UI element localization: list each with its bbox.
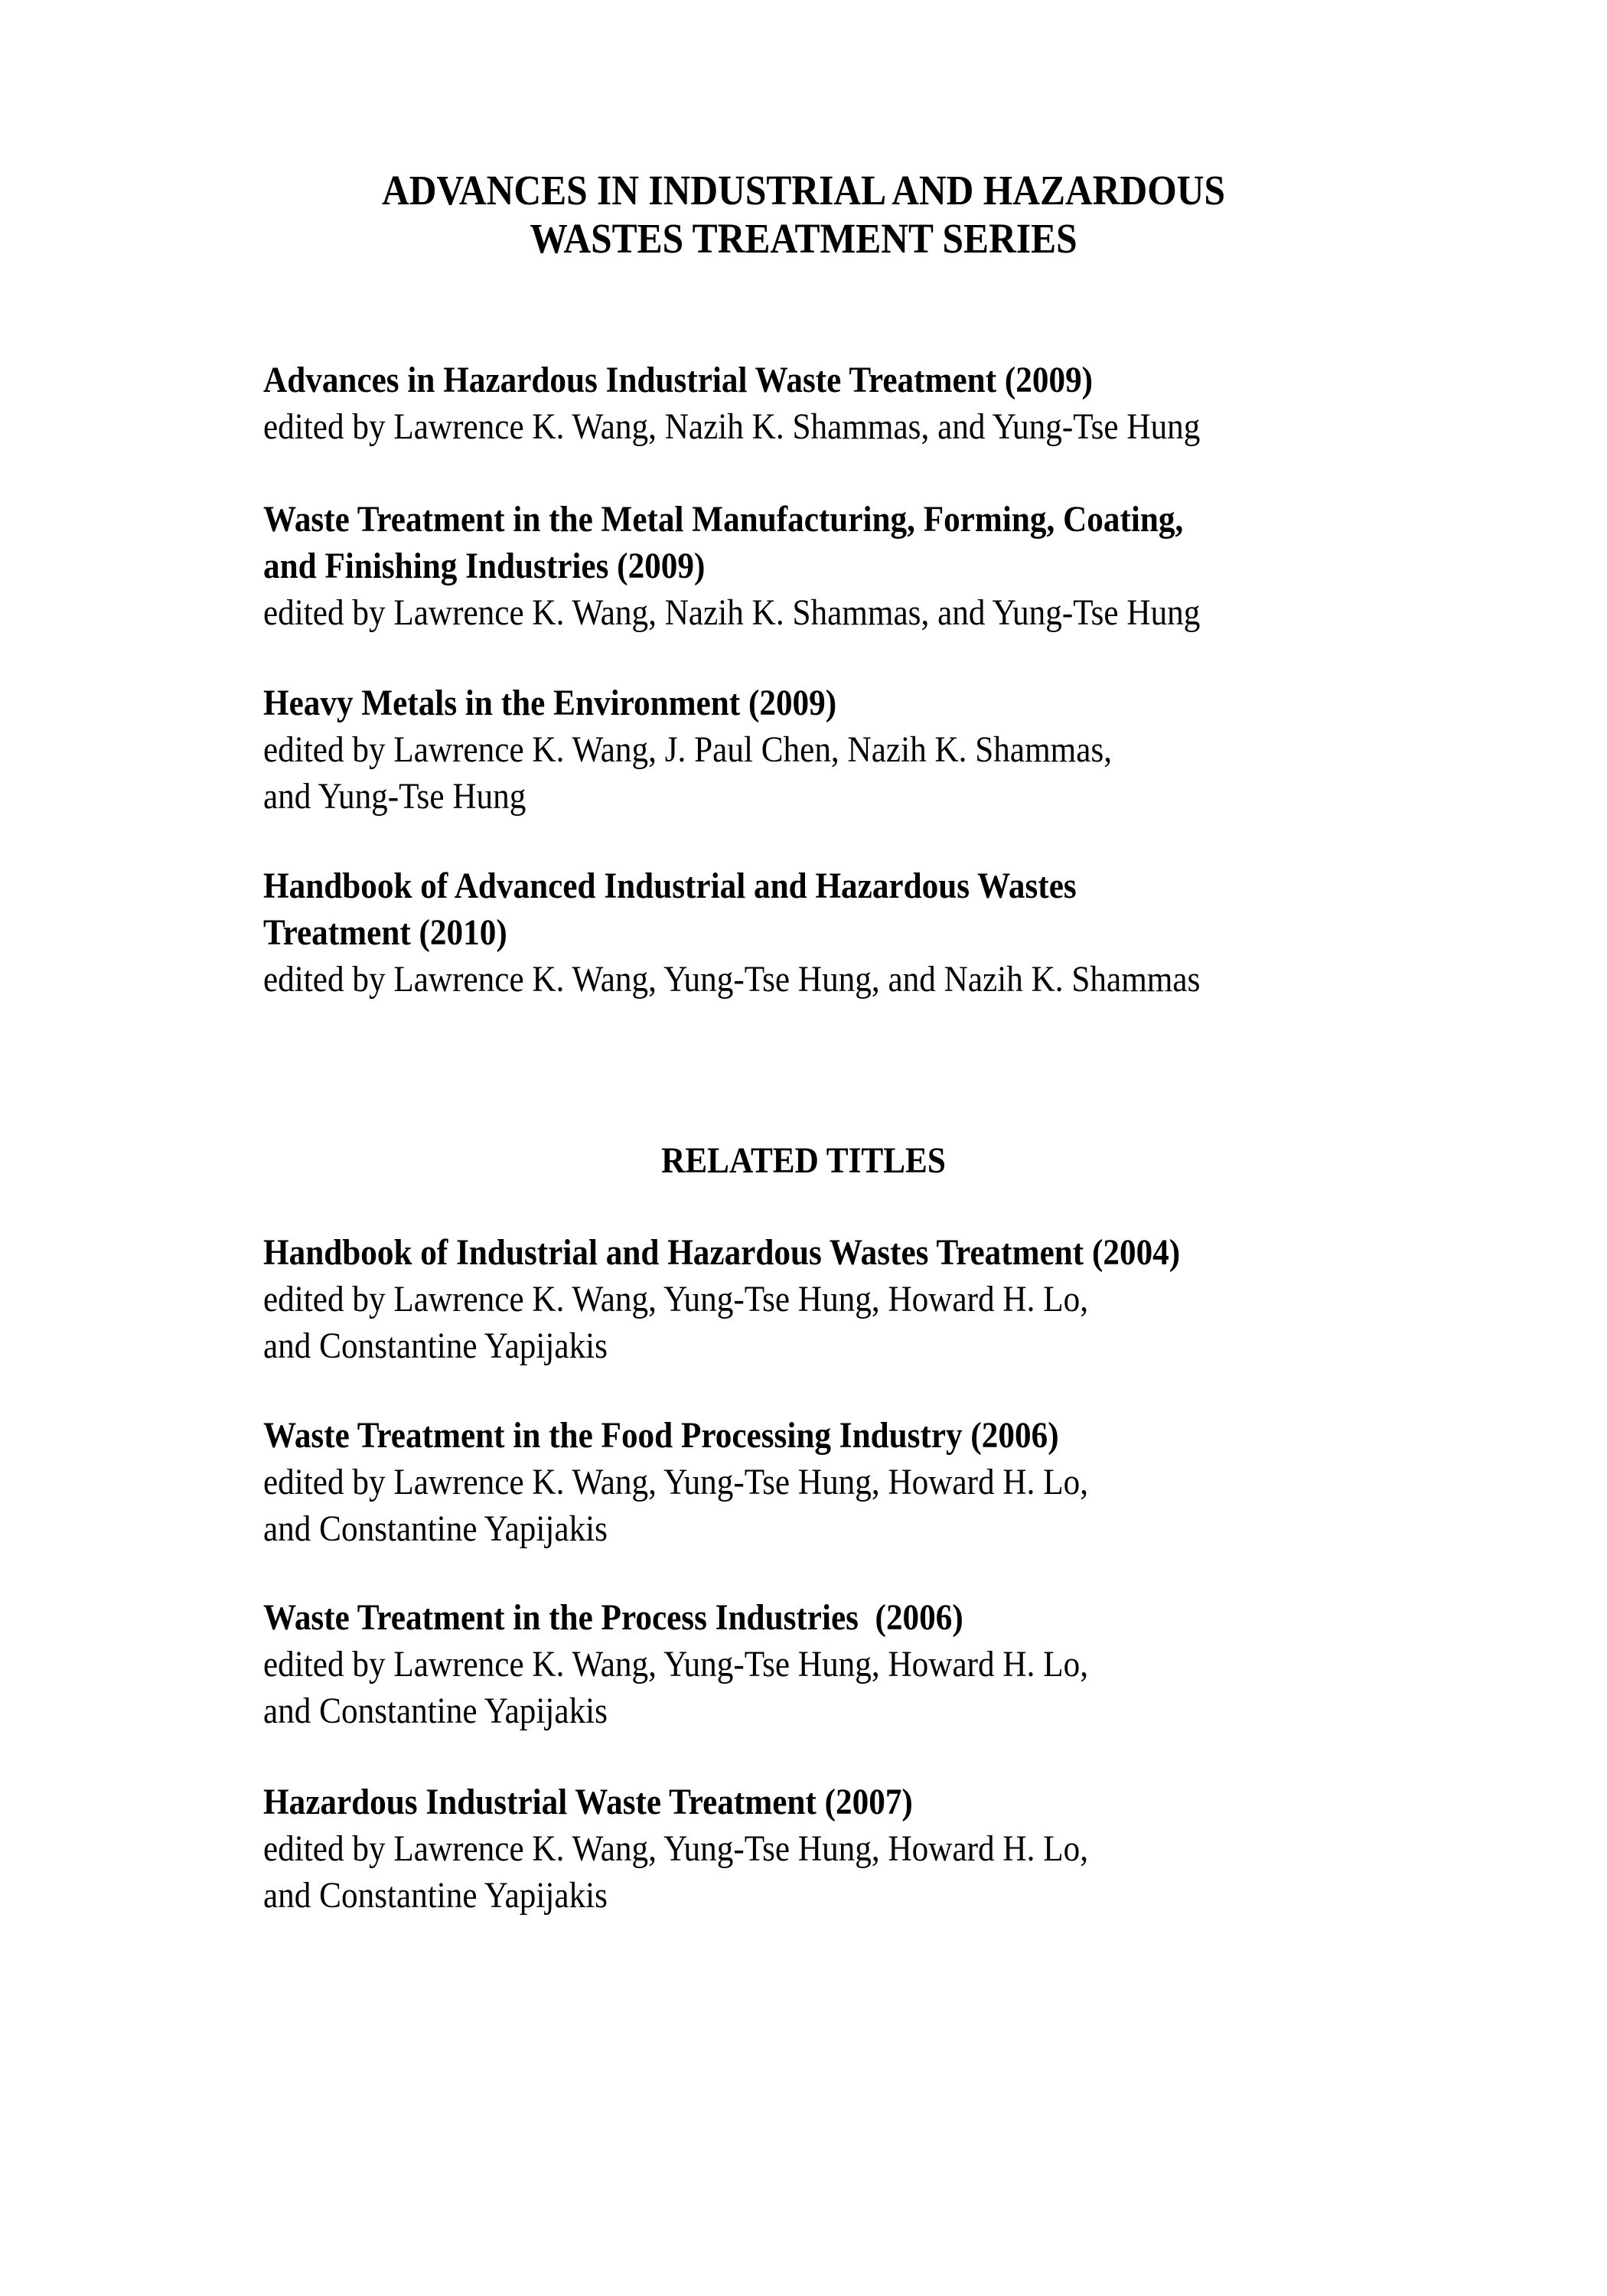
book-editors: and Constantine Yapijakis [263,1875,608,1916]
book-title: Treatment (2010) [263,912,507,953]
book-editors: edited by Lawrence K. Wang, Yung-Tse Hung, Howard H. Lo, [263,1279,1089,1319]
related-book-entry [263,1779,1180,1919]
related-book-entry [263,1594,1180,1734]
book-title: Handbook of Industrial and Hazardous Wastes Treatment (2004) [263,1232,1181,1273]
book-title: Handbook of Advanced Industrial and Hazardous Wastes [263,866,1077,906]
book-title: Heavy Metals in the Environment (2009) [263,683,837,723]
book-title: and Finishing Industries (2009) [263,546,706,586]
book-editors: and Constantine Yapijakis [263,1326,608,1366]
book-editors: edited by Lawrence K. Wang, J. Paul Chen, Nazih K. Shammas, [263,729,1113,770]
book-editors: and Constantine Yapijakis [263,1508,608,1549]
series-title [0,166,1607,263]
book-title: Waste Treatment in the Food Processing Industry (2006) [263,1415,1059,1456]
related-heading [0,1137,1607,1184]
book-editors: edited by Lawrence K. Wang, Yung-Tse Hung, Howard H. Lo, [263,1644,1089,1684]
book-title: Waste Treatment in the Process Industries (2006) [263,1597,963,1638]
book-title: Advances in Hazardous Industrial Waste Treatment (2009) [263,360,1094,400]
series-title-line: WASTES TREATMENT SERIES [530,215,1077,262]
book-editors: edited by Lawrence K. Wang, Nazih K. Shammas, and Yung-Tse Hung [263,592,1201,633]
book-editors: edited by Lawrence K. Wang, Yung-Tse Hung, and Nazih K. Shammas [263,959,1201,1000]
book-entry [263,496,1304,636]
book-title: Waste Treatment in the Metal Manufacturing, Forming, Coating, [263,499,1184,540]
book-entry [263,357,1304,450]
book-entry [263,680,1206,820]
book-editors: edited by Lawrence K. Wang, Yung-Tse Hung, Howard H. Lo, [263,1462,1089,1502]
book-editors: edited by Lawrence K. Wang, Nazih K. Shammas, and Yung-Tse Hung [263,406,1201,447]
series-title-line: ADVANCES IN INDUSTRIAL AND HAZARDOUS [381,167,1226,214]
book-title: Hazardous Industrial Waste Treatment (2007) [263,1782,913,1822]
related-book-entry [263,1412,1180,1552]
related-book-entry [263,1229,1282,1369]
book-editors: and Constantine Yapijakis [263,1691,608,1731]
book-entry [263,863,1304,1003]
book-editors: and Yung-Tse Hung [263,776,526,817]
related-heading-text: RELATED TITLES [661,1140,946,1181]
book-editors: edited by Lawrence K. Wang, Yung-Tse Hung, Howard H. Lo, [263,1828,1089,1869]
